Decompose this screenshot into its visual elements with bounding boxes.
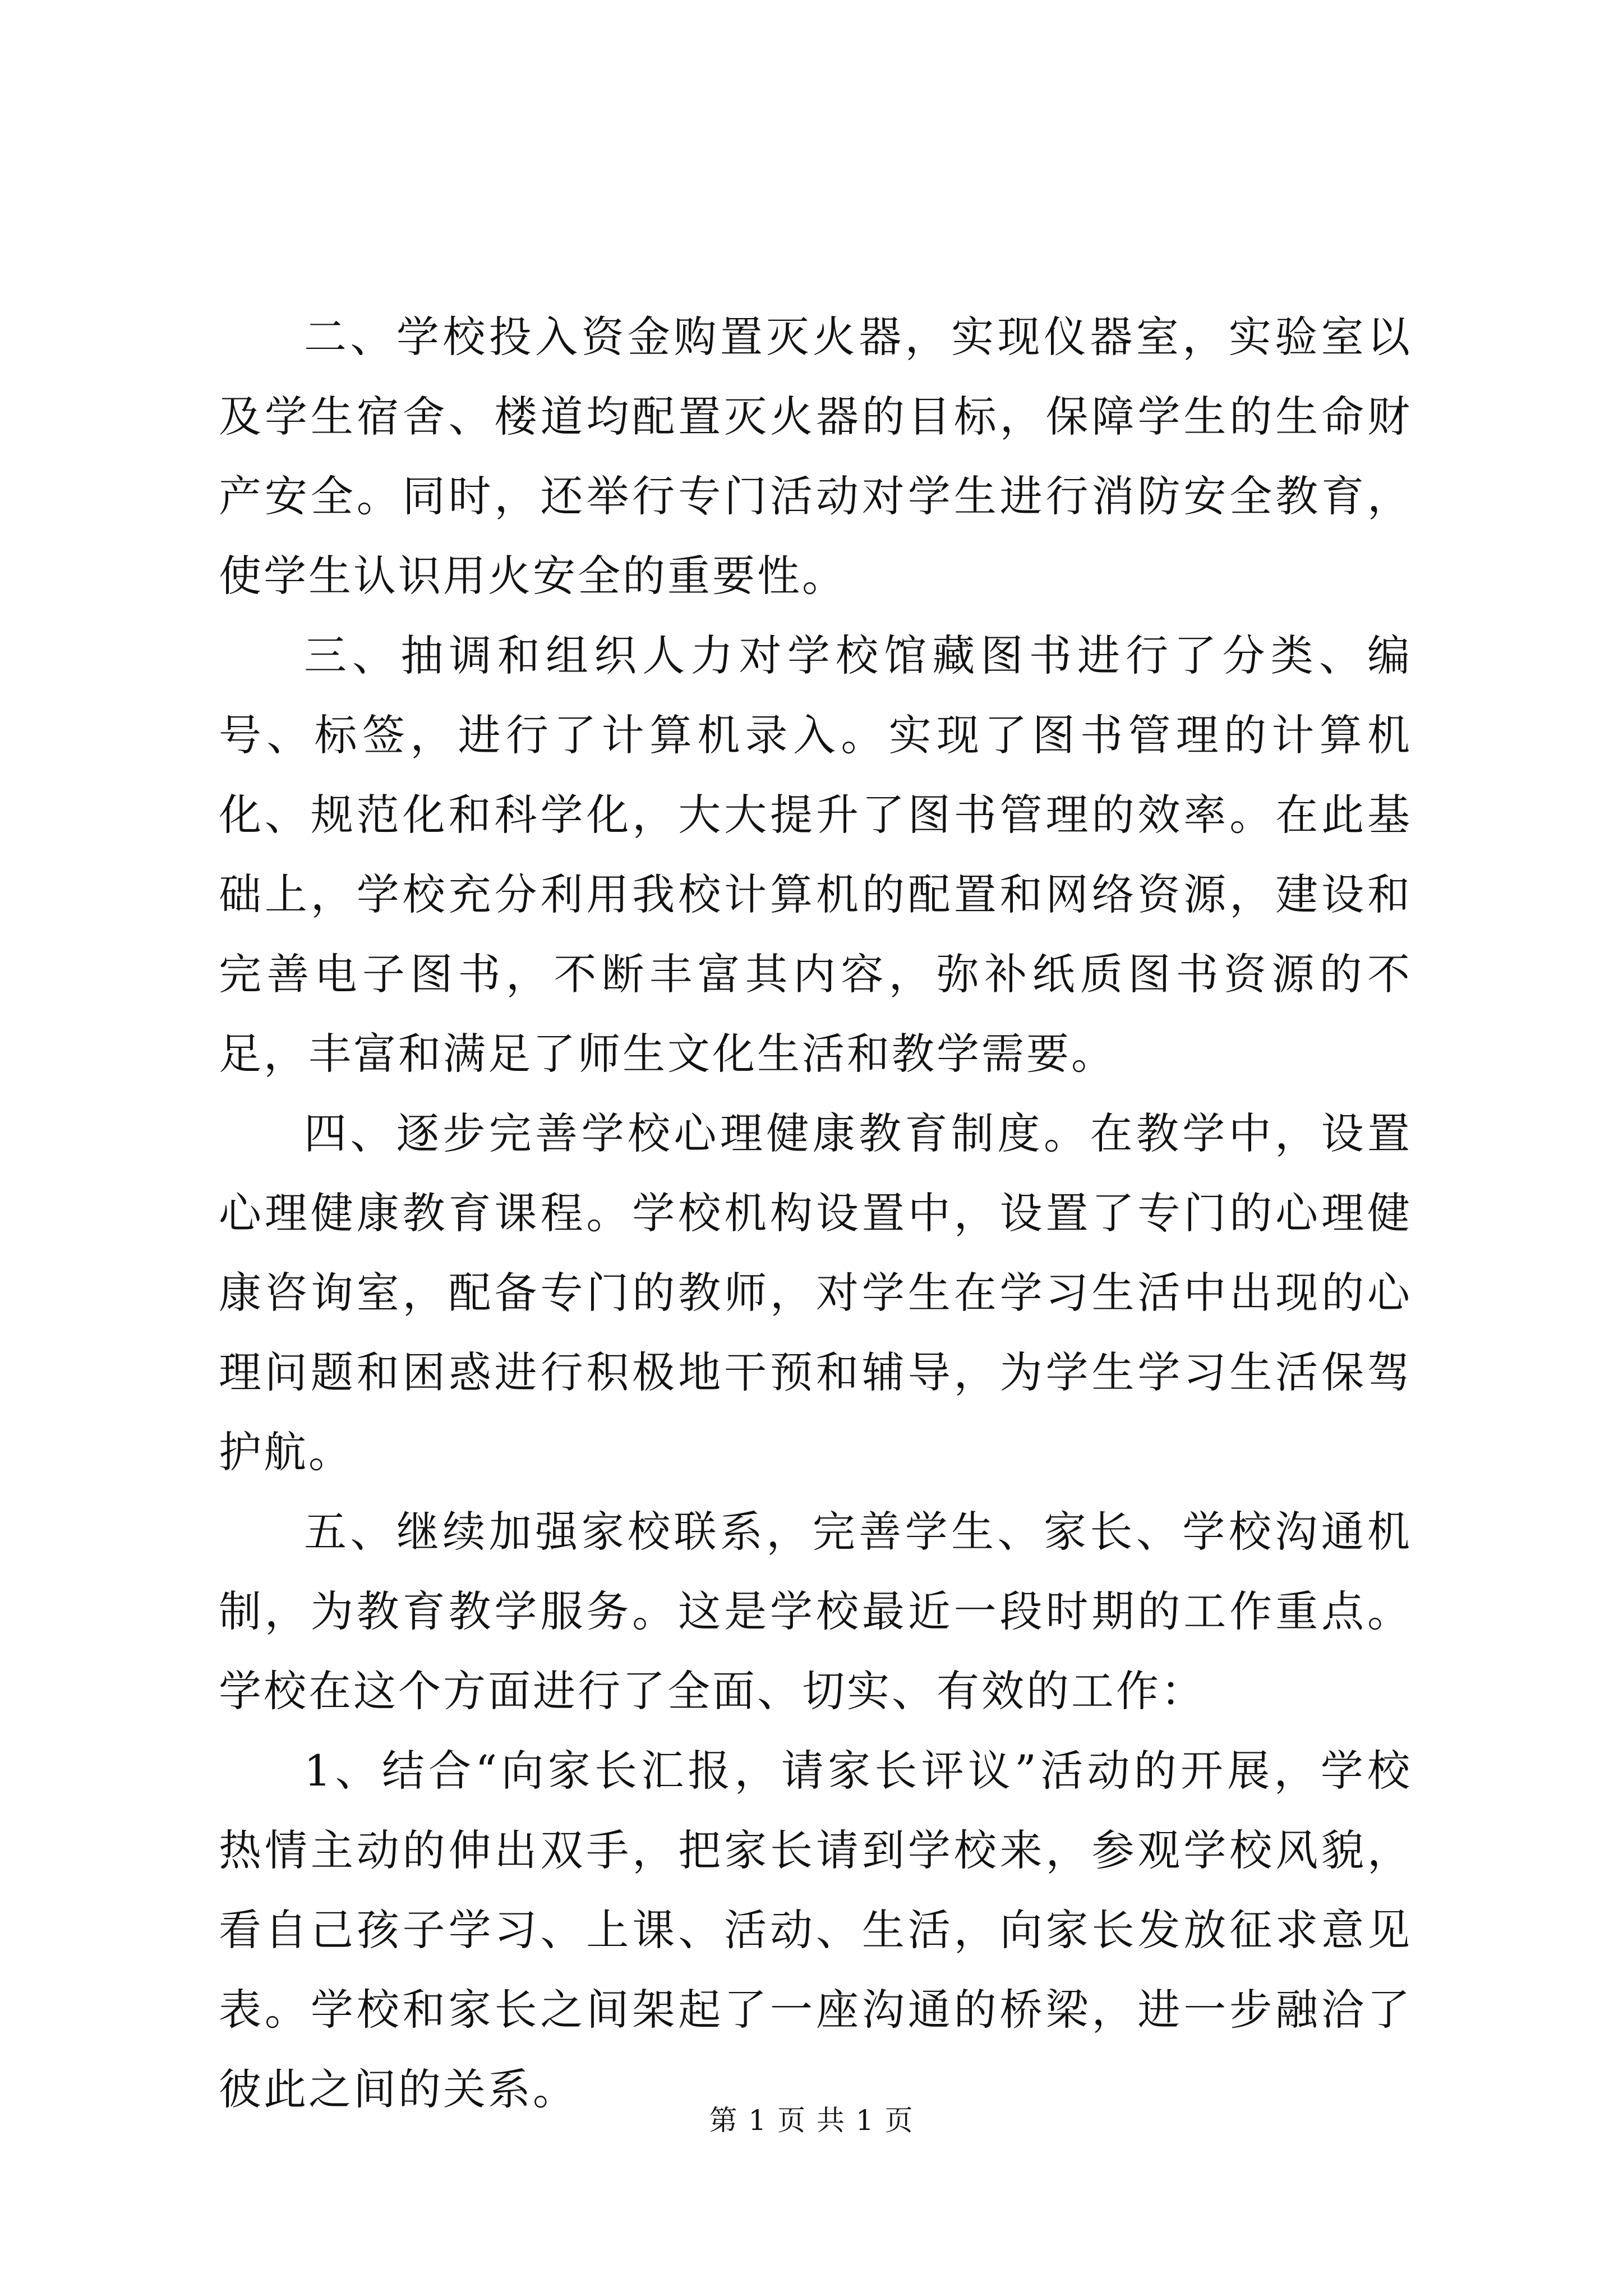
page-number-footer: 第 1 页 共 1 页 — [709, 2104, 914, 2137]
paragraph-5-item-1: 1、结合“向家长汇报，请家长评议”活动的开展，学校热情主动的伸出双手，把家长请到学校来，参观学校风貌，看自己孩子学习、上课、活动、生活，向家长发放征求意见表。学校和家长之间架起了一座沟通的桥梁，进一步融洽了彼此之间的关系。 — [219, 1746, 1412, 2114]
document-body — [219, 297, 1412, 2129]
paragraph-5: 五、继续加强家校联系，完善学生、家长、学校沟通机制，为教育教学服务。这是学校最近一段时期的工作重点。学校在这个方面进行了全面、切实、有效的工作： — [219, 1507, 1412, 1716]
paragraph-4: 四、逐步完善学校心理健康教育制度。在教学中，设置心理健康教育课程。学校机构设置中，设置了专门的心理健康咨询室，配备专门的教师，对学生在学习生活中出现的心理问题和困惑进行积极地干预和辅导，为学生学习生活保驾护航。 — [219, 1108, 1412, 1477]
paragraph-3: 三、抽调和组织人力对学校馆藏图书进行了分类、编号、标签，进行了计算机录入。实现了图书管理的计算机化、规范化和科学化，大大提升了图书管理的效率。在此基础上，学校充分利用我校计算机的配置和网络资源，建设和完善电子图书，不断丰富其内容，弥补纸质图书资源的不足，丰富和满足了师生文化生活和教学需要。 — [219, 631, 1412, 1079]
paragraph-2: 二、学校投入资金购置灭火器，实现仪器室，实验室以及学生宿舍、楼道均配置灭火器的目标，保障学生的生命财产安全。同时，还举行专门活动对学生进行消防安全教育，使学生认识用火安全的重要性。 — [219, 312, 1412, 601]
